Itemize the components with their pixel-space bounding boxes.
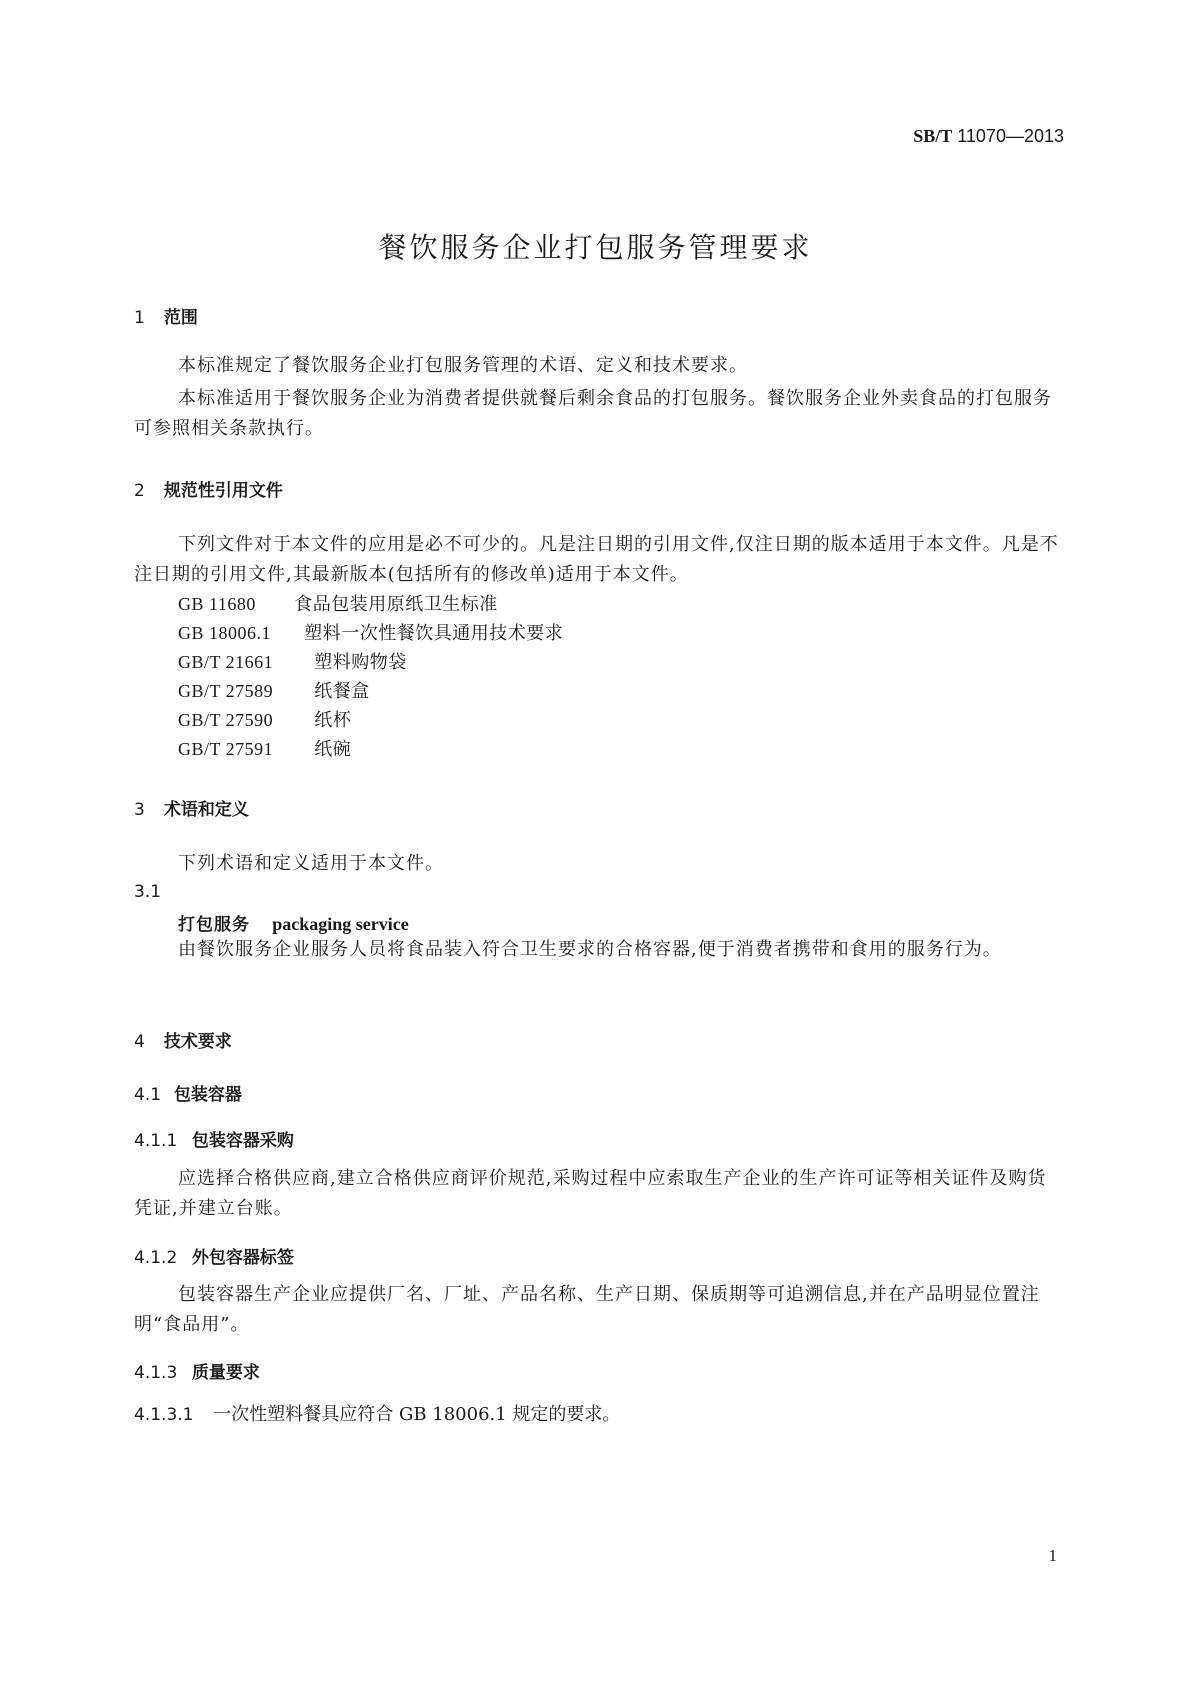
section-3-heading	[134, 795, 249, 820]
reference-item	[178, 735, 351, 761]
section-number: 4	[134, 1032, 145, 1052]
standard-code	[913, 126, 1064, 147]
term-number: 3.1	[134, 882, 162, 902]
subsection-4-1-heading	[134, 1080, 242, 1105]
reference-name: 食品包装用原纸卫生标准	[294, 594, 498, 615]
clause-text: 一次性塑料餐具应符合 GB 18006.1 规定的要求。	[213, 1404, 621, 1425]
normative-references-paragraph: 下列文件对于本文件的应用是必不可少的。凡是注日期的引用文件,仅注日期的版本适用于本文件。凡是不注日期的引用文件,其最新版本(包括所有的修改单)适用于本文件。	[134, 534, 1059, 585]
section-number: 2	[134, 481, 145, 501]
reference-code: GB/T 27589	[178, 681, 274, 701]
reference-name: 纸碗	[314, 739, 352, 760]
section-title: 术语和定义	[163, 800, 249, 820]
term-definition: 由餐饮服务企业服务人员将食品装入符合卫生要求的合格容器,便于消费者携带和食用的服务行为。	[178, 939, 1002, 960]
section-number: 4.1	[134, 1085, 162, 1105]
section-number: 1	[134, 308, 145, 328]
reference-code: GB/T 27591	[178, 739, 274, 759]
subsection-4-1-1-heading	[134, 1126, 294, 1151]
section-title: 范围	[163, 308, 198, 328]
section-title: 质量要求	[191, 1363, 260, 1383]
clause-4-1-3-1	[134, 1400, 620, 1426]
standard-code-prefix: SB/T	[913, 126, 953, 146]
reference-name: 塑料购物袋	[314, 652, 407, 673]
term-entry	[178, 910, 409, 935]
section-number: 4.1.1	[134, 1131, 178, 1151]
section-number: 3	[134, 800, 145, 820]
scope-paragraph-1: 本标准规定了餐饮服务企业打包服务管理的术语、定义和技术要求。	[178, 355, 748, 376]
terms-intro-paragraph: 下列术语和定义适用于本文件。	[178, 853, 444, 874]
section-number: 4.1.2	[134, 1248, 178, 1268]
document-title: 餐饮服务企业打包服务管理要求	[378, 231, 813, 264]
procurement-paragraph: 应选择合格供应商,建立合格供应商评价规范,采购过程中应索取生产企业的生产许可证等相关证件及购货凭证,并建立台账。	[134, 1168, 1047, 1219]
section-number: 4.1.3	[134, 1363, 178, 1383]
section-1-heading	[134, 303, 198, 328]
reference-item	[178, 590, 498, 616]
reference-item	[178, 677, 370, 703]
section-title: 技术要求	[163, 1032, 232, 1052]
reference-code: GB 18006.1	[178, 623, 272, 643]
reference-name: 纸餐盒	[314, 681, 370, 702]
section-title: 外包容器标签	[191, 1248, 294, 1268]
section-4-heading	[134, 1027, 232, 1052]
reference-name: 塑料一次性餐饮具通用技术要求	[304, 623, 564, 644]
labeling-paragraph: 包装容器生产企业应提供厂名、厂址、产品名称、生产日期、保质期等可追溯信息,并在产品明显位置注明“食品用”。	[134, 1284, 1040, 1335]
term-english: packaging service	[272, 914, 409, 934]
reference-item	[178, 648, 407, 674]
term-chinese: 打包服务	[178, 915, 250, 935]
section-2-heading	[134, 476, 283, 501]
reference-code: GB 11680	[178, 594, 256, 614]
reference-name: 纸杯	[314, 710, 352, 731]
scope-paragraph-2: 本标准适用于餐饮服务企业为消费者提供就餐后剩余食品的打包服务。餐饮服务企业外卖食品的打包服务可参照相关条款执行。	[134, 388, 1052, 439]
subsection-4-1-2-heading	[134, 1243, 294, 1268]
reference-item	[178, 619, 563, 645]
reference-item	[178, 706, 351, 732]
section-title: 包装容器采购	[191, 1131, 294, 1151]
page-number: 1	[1048, 1546, 1057, 1565]
section-title: 包装容器	[173, 1085, 242, 1105]
subsection-4-1-3-heading	[134, 1358, 260, 1383]
clause-number: 4.1.3.1	[134, 1405, 194, 1425]
section-title: 规范性引用文件	[163, 481, 283, 501]
standard-code-number: 11070—2013	[957, 126, 1064, 146]
reference-code: GB/T 21661	[178, 652, 274, 672]
reference-code: GB/T 27590	[178, 710, 274, 730]
